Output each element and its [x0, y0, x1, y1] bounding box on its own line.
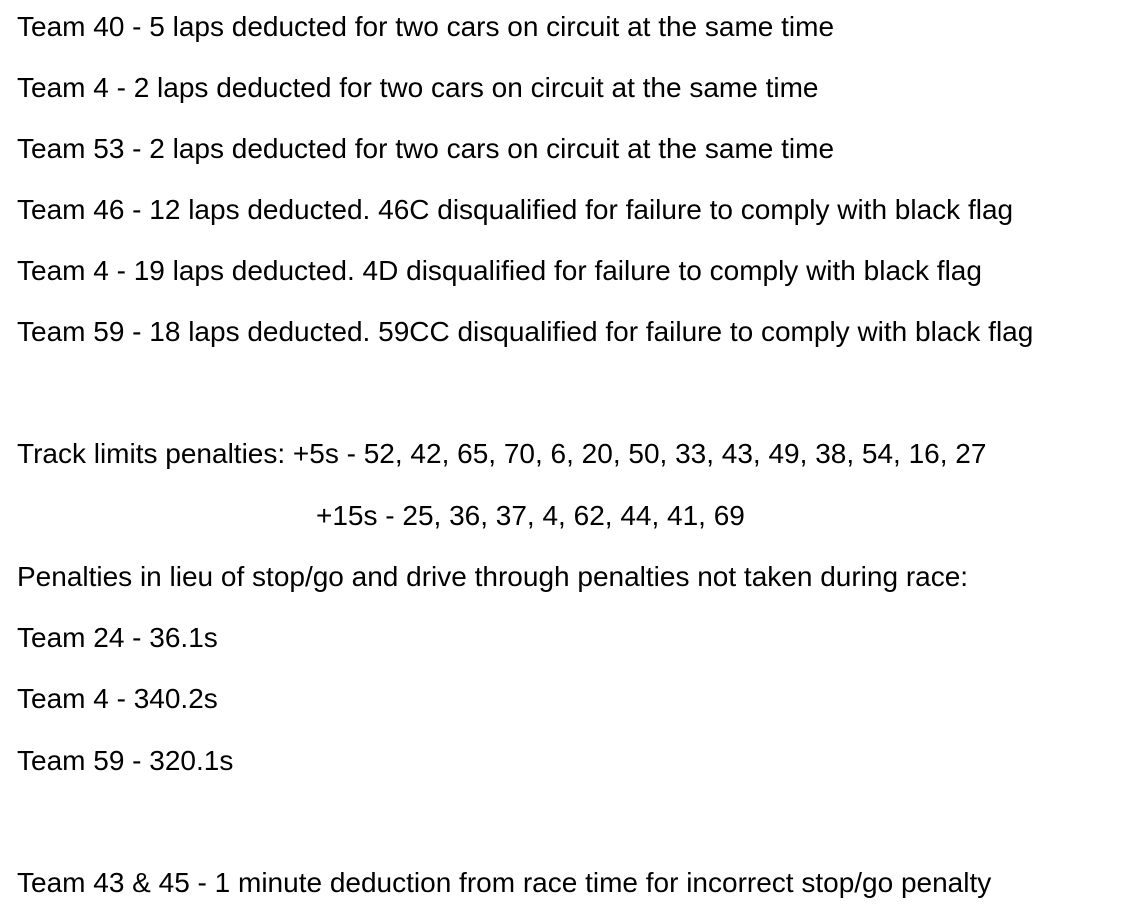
lap-deduction-line: Team 53 - 2 laps deducted for two cars on circuit at the same time — [17, 133, 835, 164]
lap-deduction-line: Team 4 - 19 laps deducted. 4D disqualified for failure to comply with black flag — [17, 255, 982, 286]
lieu-penalties-heading: Penalties in lieu of stop/go and drive through penalties not taken during race: — [17, 561, 969, 592]
lieu-penalty-item: Team 59 - 320.1s — [17, 745, 234, 776]
lap-deduction-line: Team 4 - 2 laps deducted for two cars on circuit at the same time — [17, 72, 819, 103]
lap-deduction-line: Team 46 - 12 laps deducted. 46C disqualified for failure to comply with black flag — [17, 194, 1014, 225]
lap-deduction-line: Team 40 - 5 laps deducted for two cars on circuit at the same time — [17, 11, 835, 42]
track-limits-line-continued: +15s - 25, 36, 37, 4, 62, 44, 41, 69 — [316, 500, 745, 531]
time-deduction-line: Team 43 & 45 - 1 minute deduction from race time for incorrect stop/go penalty — [17, 867, 992, 898]
lap-deduction-line: Team 59 - 18 laps deducted. 59CC disqualified for failure to comply with black flag — [17, 316, 1034, 347]
track-limits-line: Track limits penalties: +5s - 52, 42, 65, 70, 6, 20, 50, 33, 43, 49, 38, 54, 16, 27 — [17, 438, 987, 469]
lieu-penalty-item: Team 24 - 36.1s — [17, 622, 218, 653]
lieu-penalty-item: Team 4 - 340.2s — [17, 683, 218, 714]
